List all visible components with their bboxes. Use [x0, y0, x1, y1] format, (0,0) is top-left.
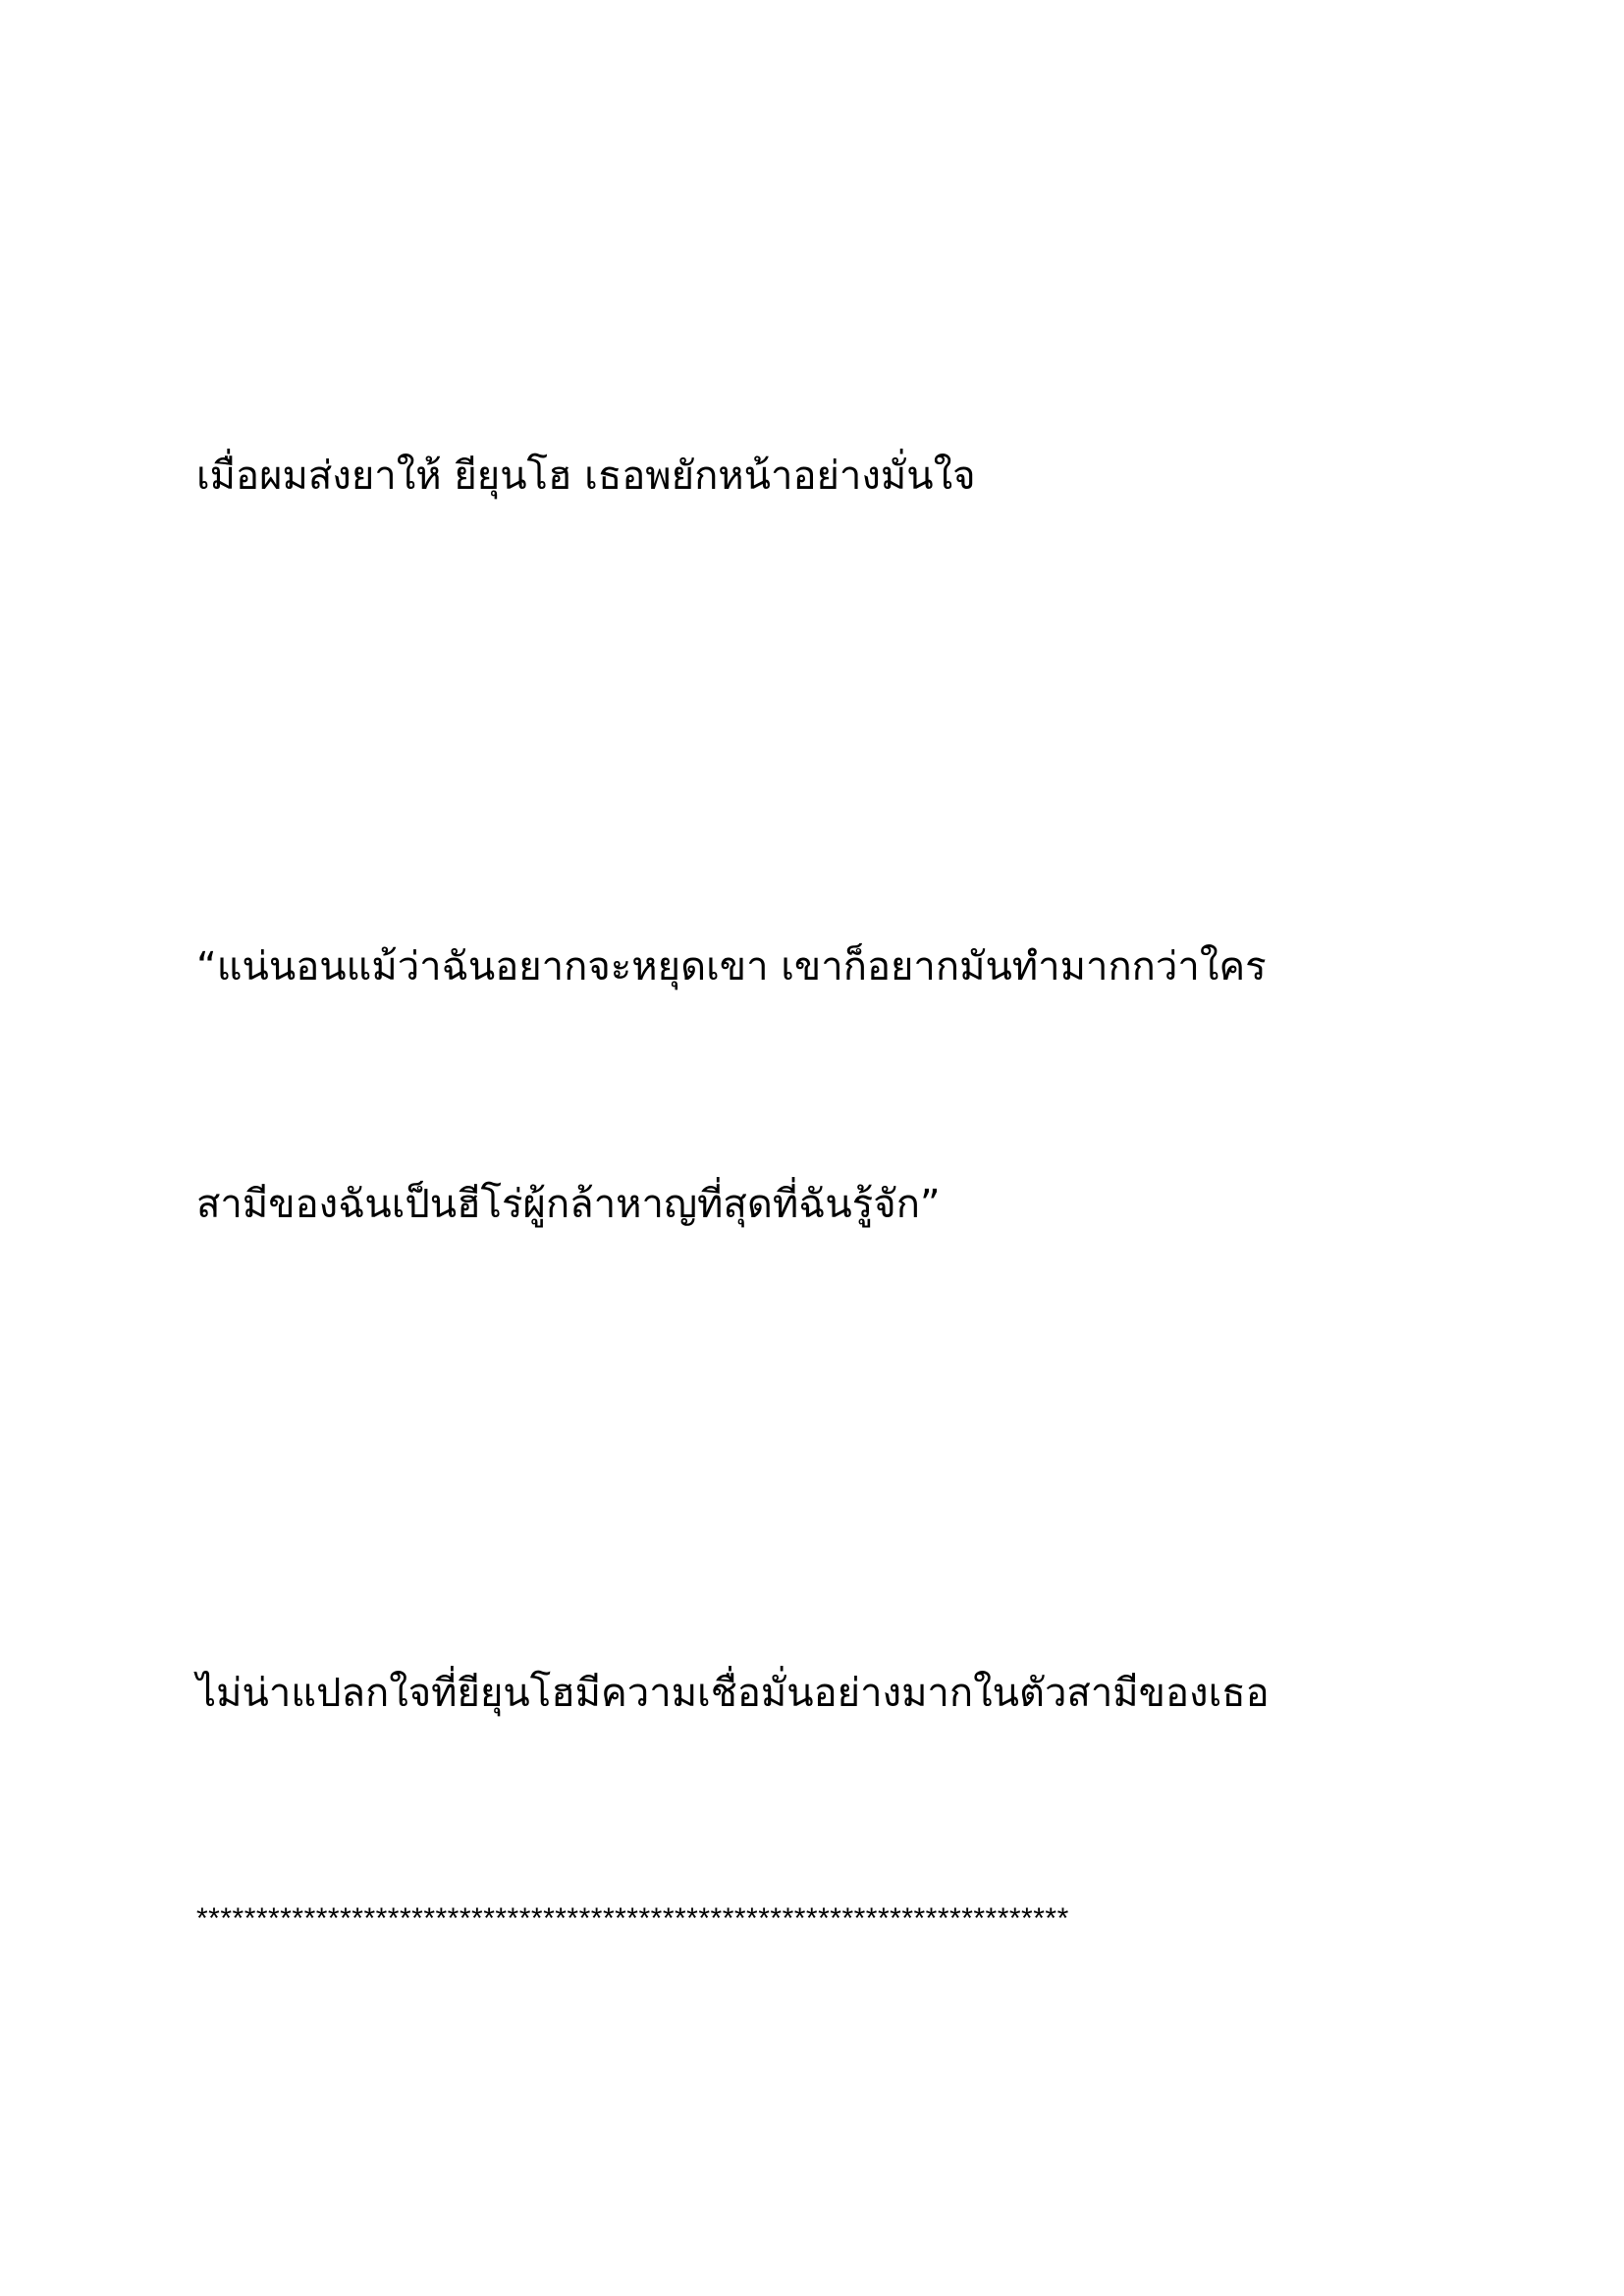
paragraph-3: สามีของฉันเป็นฮีโร่ผู้กล้าหาญที่สุดที่ฉันรู้จัก” [196, 1182, 941, 1227]
section-separator: ************************************************************************* [196, 1902, 1069, 1935]
paragraph-1: เมื่อผมส่งยาให้ ยียุนโฮ เธอพยักหน้าอย่างมั่นใจ [196, 454, 976, 499]
paragraph-4: ไม่น่าแปลกใจที่ยียุนโฮมีความเชื่อมั่นอย่างมากในตัวสามีของเธอ [196, 1671, 1270, 1716]
paragraph-2: “แน่นอนแม้ว่าฉันอยากจะหยุดเขา เขาก็อยากมันทำมากกว่าใคร [196, 944, 1267, 989]
